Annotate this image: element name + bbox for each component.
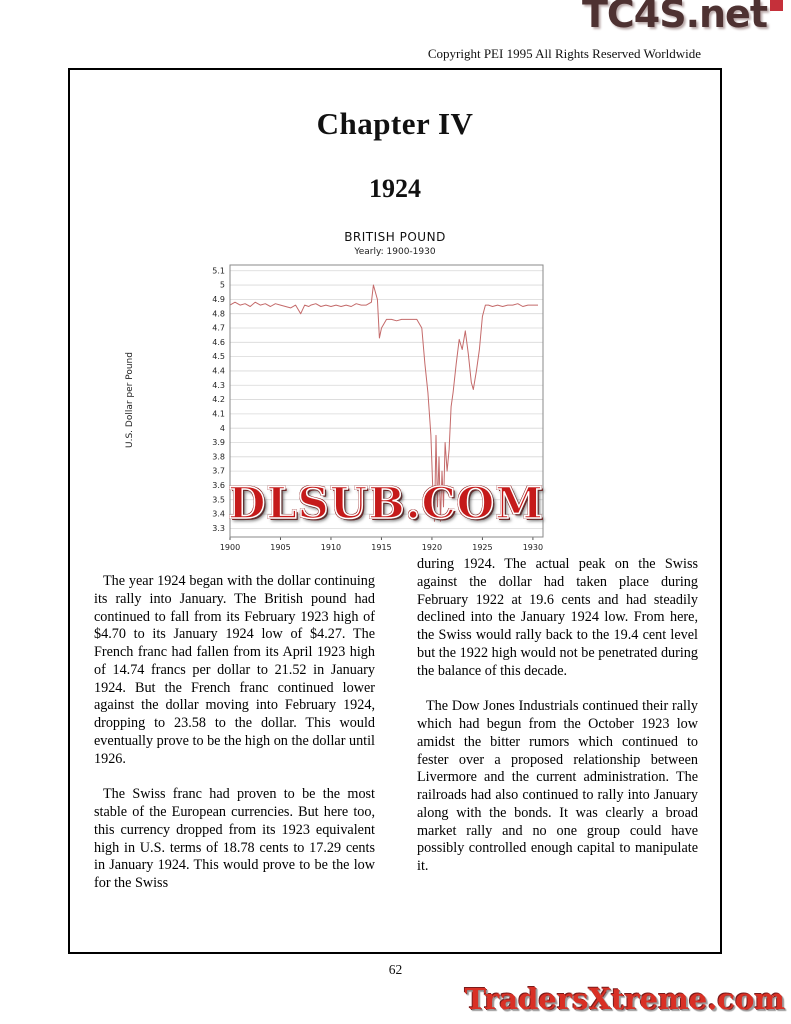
svg-text:1920: 1920 <box>421 543 443 552</box>
svg-text:3.3: 3.3 <box>212 524 225 534</box>
svg-text:3.7: 3.7 <box>212 466 225 476</box>
tradersxtreme-logo: TradersXtreme.com <box>464 982 785 1016</box>
paragraph: The Swiss franc had proven to be the most stable of the European currencies. But here too, this currency dropped from its 1923 equivalent high in U.S. terms of 18.78 cents to 17.29 cents in January 1924. This would prove to be the low for the Swiss <box>94 786 375 891</box>
chart-subtitle: Yearly: 1900-1930 <box>354 247 436 257</box>
svg-text:3.6: 3.6 <box>212 481 225 491</box>
svg-text:1910: 1910 <box>320 543 342 552</box>
copyright-line: Copyright PEI 1995 All Rights Reserved Worldwide <box>427 46 701 61</box>
svg-text:5: 5 <box>219 280 225 290</box>
left-column <box>94 556 375 911</box>
page-border-frame <box>68 68 722 954</box>
svg-text:4.5: 4.5 <box>212 352 225 362</box>
svg-text:4.2: 4.2 <box>212 395 225 405</box>
british-pound-chart <box>70 230 720 561</box>
svg-text:1915: 1915 <box>371 543 392 552</box>
svg-text:4.3: 4.3 <box>212 380 225 390</box>
svg-text:1900: 1900 <box>219 543 241 552</box>
svg-text:4.1: 4.1 <box>212 409 225 419</box>
year-heading: 1924 <box>369 174 421 203</box>
svg-text:4: 4 <box>219 423 225 433</box>
chart-plot-area <box>125 259 545 561</box>
chart-title: BRITISH POUND <box>344 230 446 244</box>
tc4s-logo <box>582 0 783 36</box>
svg-text:4.8: 4.8 <box>212 309 225 319</box>
right-column <box>417 556 698 911</box>
svg-text:4.4: 4.4 <box>212 366 225 376</box>
dlsub-watermark: DLSUB.COM <box>228 479 544 529</box>
svg-text:3.9: 3.9 <box>212 438 225 448</box>
svg-text:3.4: 3.4 <box>212 509 225 519</box>
svg-text:5.1: 5.1 <box>212 266 225 276</box>
svg-text:4.7: 4.7 <box>212 323 225 333</box>
tc4s-logo-text: TC4S.net <box>581 0 767 36</box>
svg-text:4.6: 4.6 <box>212 337 225 347</box>
svg-text:4.9: 4.9 <box>212 294 225 304</box>
paragraph: The year 1924 began with the dollar continuing its rally into January. The British pound had continued to fall from its February 1923 high of $4.70 to its January 1924 low of $4.27. The French franc had fallen from its April 1923 high of 14.74 francs per dollar to 21.52 in January 1924. But the French franc continued lower against the dollar moving into February 1924, dropping to 23.58 to the dollar. This would eventually prove to be the high on the dollar until 1926. <box>94 573 375 767</box>
logo-red-square-icon <box>770 0 783 11</box>
y-axis-label: U.S. Dollar per Pound <box>125 352 135 448</box>
body-text <box>94 556 698 911</box>
chapter-title: Chapter IV <box>316 106 474 141</box>
svg-text:3.5: 3.5 <box>212 495 225 505</box>
svg-text:1905: 1905 <box>270 543 291 552</box>
paragraph: during 1924. The actual peak on the Swiss against the dollar had taken place during February 1922 at 19.6 cents and had steadily declined into the January 1924 low. From here, the Swiss would rally back to the 19.4 cent level but the 1922 high would not be penetrated during the balance of this decade. <box>417 556 698 679</box>
paragraph: The Dow Jones Industrials continued their rally which had begun from the October 1923 low amidst the bitter rumors which continued to fester over a proposed relationship between Livermore and the current administration. The railroads had also continued to rally into January along with the bonds. It was clearly a broad market rally and no one group could have possibly controlled enough capital to manipulate it. <box>417 698 698 874</box>
svg-text:1925: 1925 <box>472 543 493 552</box>
svg-text:1930: 1930 <box>522 543 544 552</box>
page-number: 62 <box>388 962 403 977</box>
svg-text:3.8: 3.8 <box>212 452 225 462</box>
